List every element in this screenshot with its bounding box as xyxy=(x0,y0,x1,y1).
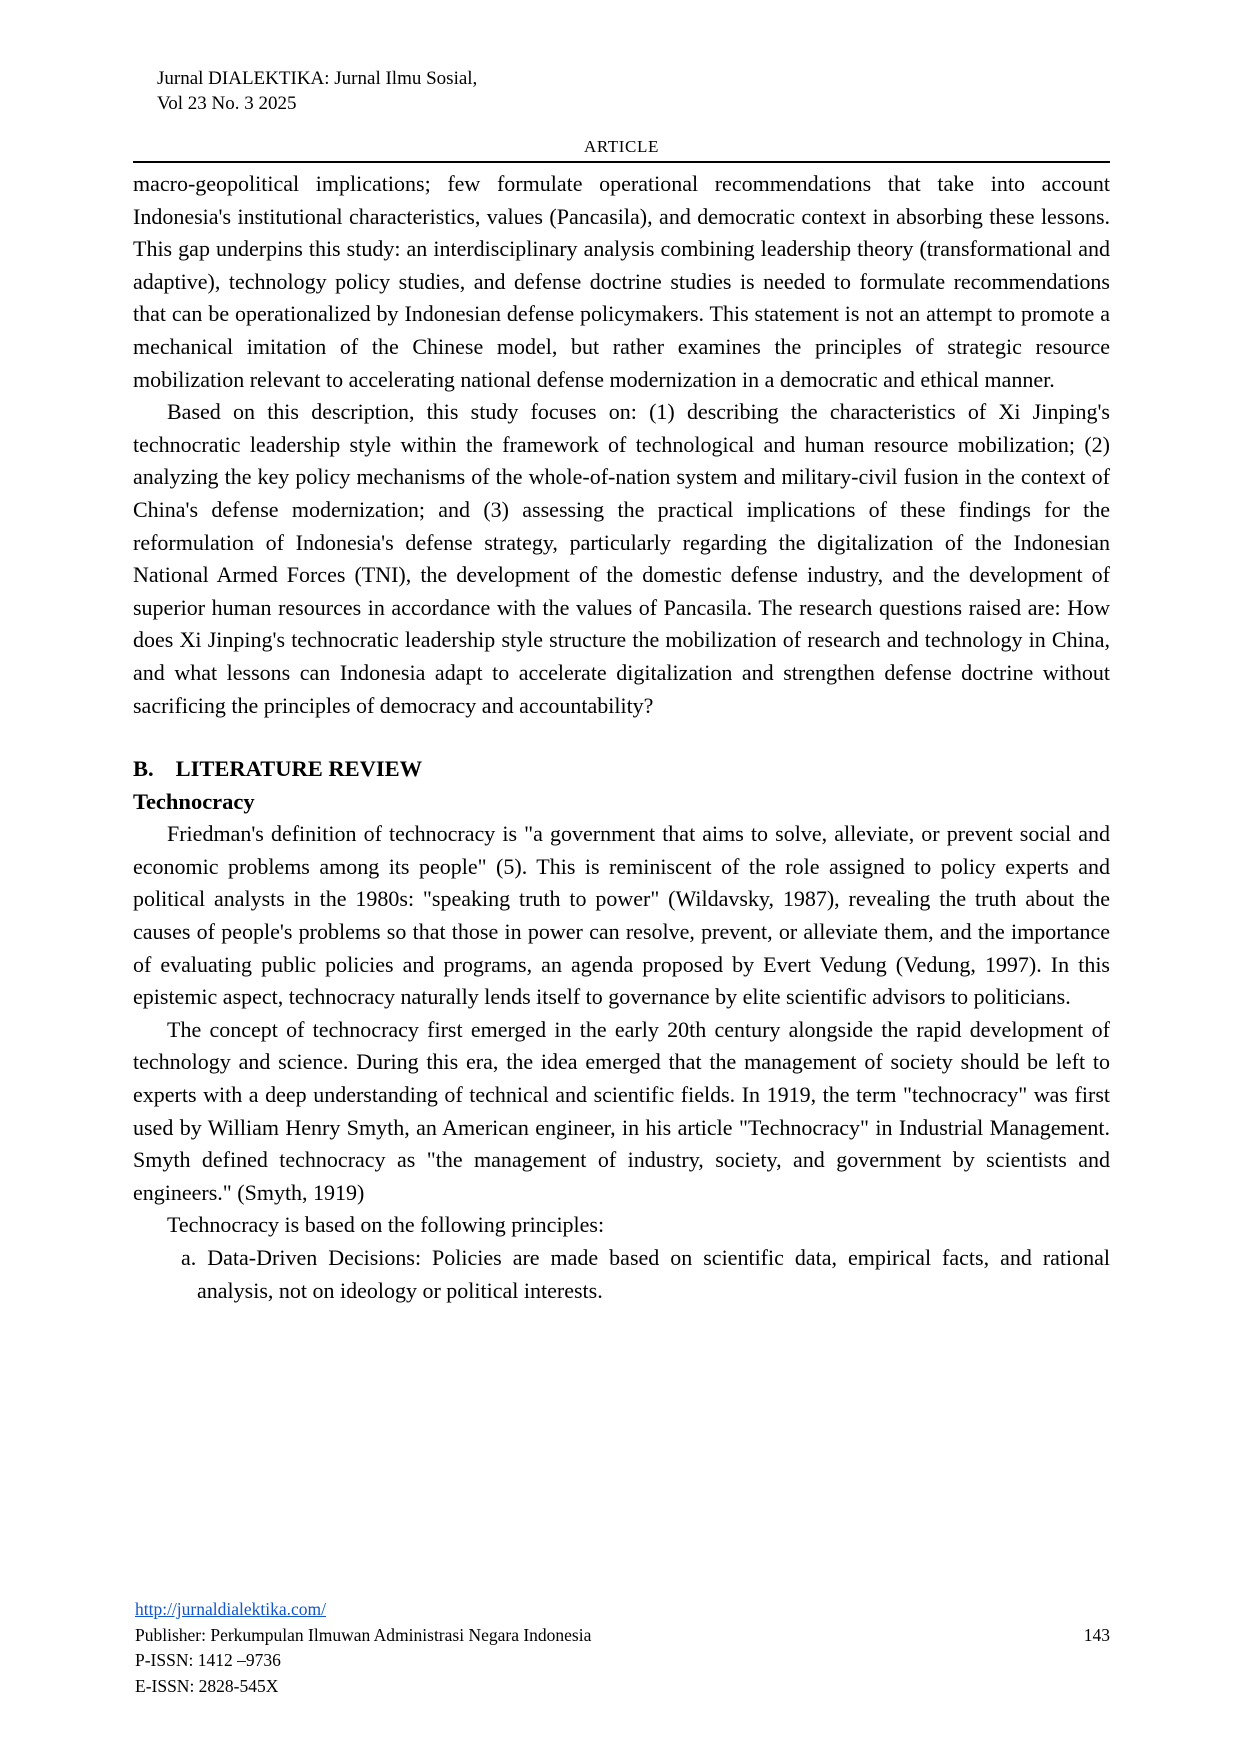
journal-url-link[interactable]: http://jurnaldialektika.com/ xyxy=(135,1599,326,1619)
paragraph-principles-intro: Technocracy is based on the following principles: xyxy=(167,1212,605,1238)
publisher-row xyxy=(135,1623,1110,1649)
journal-volume: Vol 23 No. 3 2025 xyxy=(157,93,297,114)
subsection-heading-technocracy: Technocracy xyxy=(133,788,255,814)
paragraph-study-focus: Based on this description, this study focuses on: (1) describing the characteristics of Xi Jinping's technocratic leadership style within the framework of technological and human resource mobilization; (2) analyzing the key policy mechanisms of the whole-of-nation system and military-civil fusion in the context of China's defense modernization; and (3) assessing the practical implications of these findings for the reformulation of Indonesia's defense strategy, particularly regarding the digitalization of the Indonesian National Armed Forces (TNI), the development of the domestic defense industry, and the development of superior human resources in accordance with the values of Pancasila. The research questions raised are: How does Xi Jinping's technocratic leadership style structure the mobilization of research and technology in China, and what lessons can Indonesia adapt to accelerate digitalization and strengthen defense doctrine without sacrificing the principles of democracy and accountability? xyxy=(133,399,1110,718)
footer-link-row xyxy=(135,1597,1110,1623)
paragraph-continuation: macro-geopolitical implications; few formulate operational recommendations that take into account Indonesia's institutional characteristics, values (Pancasila), and democratic context in absorbing these lessons. This gap underpins this study: an interdisciplinary analysis combining leadership theory (transformational and adaptive), technology policy studies, and defense doctrine studies is needed to formulate recommendations that can be operationalized by Indonesian defense policymakers. This statement is not an attempt to promote a mechanical imitation of the Chinese model, but rather examines the principles of strategic resource mobilization relevant to accelerating national defense modernization in a democratic and ethical manner. xyxy=(133,171,1110,392)
list-item-marker: a. xyxy=(181,1245,197,1270)
article-type-label: ARTICLE xyxy=(584,137,659,156)
section-number: B. xyxy=(133,756,154,782)
list-item-data-driven-decisions xyxy=(133,1242,1110,1307)
list-item-text: Data-Driven Decisions: Policies are made based on scientific data, empirical facts, and rational analysis, not on ideology or political interests. xyxy=(197,1245,1111,1303)
journal-title: Jurnal DIALEKTIKA: Jurnal Ilmu Sosial, xyxy=(157,68,478,89)
p-issn: P-ISSN: 1412 –9736 xyxy=(135,1650,281,1670)
publisher-text: Publisher: Perkumpulan Ilmuwan Administrasi Negara Indonesia xyxy=(135,1624,592,1645)
journal-header xyxy=(157,66,477,116)
paragraph-technocracy-history: The concept of technocracy first emerged in the early 20th century alongside the rapid development of technology and science. During this era, the idea emerged that the management of society should be left to experts with a deep understanding of technical and scientific fields. In 1919, the term "technocracy" was first used by William Henry Smyth, an American engineer, in his article "Technocracy" in Industrial Management. Smyth defined technocracy as "the management of industry, society, and government by scientists and engineers." (Smyth, 1919) xyxy=(133,1016,1110,1205)
header-divider xyxy=(133,161,1110,163)
page-footer xyxy=(135,1597,1110,1699)
section-title: LITERATURE REVIEW xyxy=(175,756,423,782)
article-body xyxy=(133,168,1110,1307)
section-heading-literature-review xyxy=(133,753,1110,786)
page-number: 143 xyxy=(1083,1624,1110,1645)
paragraph-friedman-definition: Friedman's definition of technocracy is "a government that aims to solve, alleviate, or prevent social and economic problems among its people" (5). This is reminiscent of the role assigned to policy experts and political analysts in the 1980s: "speaking truth to power" (Wildavsky, 1987), revealing the truth about the causes of people's problems so that those in power can resolve, prevent, or alleviate them, and the importance of evaluating public policies and programs, an agenda proposed by Evert Vedung (Vedung, 1997). In this epistemic aspect, technocracy naturally lends itself to governance by elite scientific advisors to politicians. xyxy=(133,821,1110,1010)
e-issn: E-ISSN: 2828-545X xyxy=(135,1675,279,1696)
